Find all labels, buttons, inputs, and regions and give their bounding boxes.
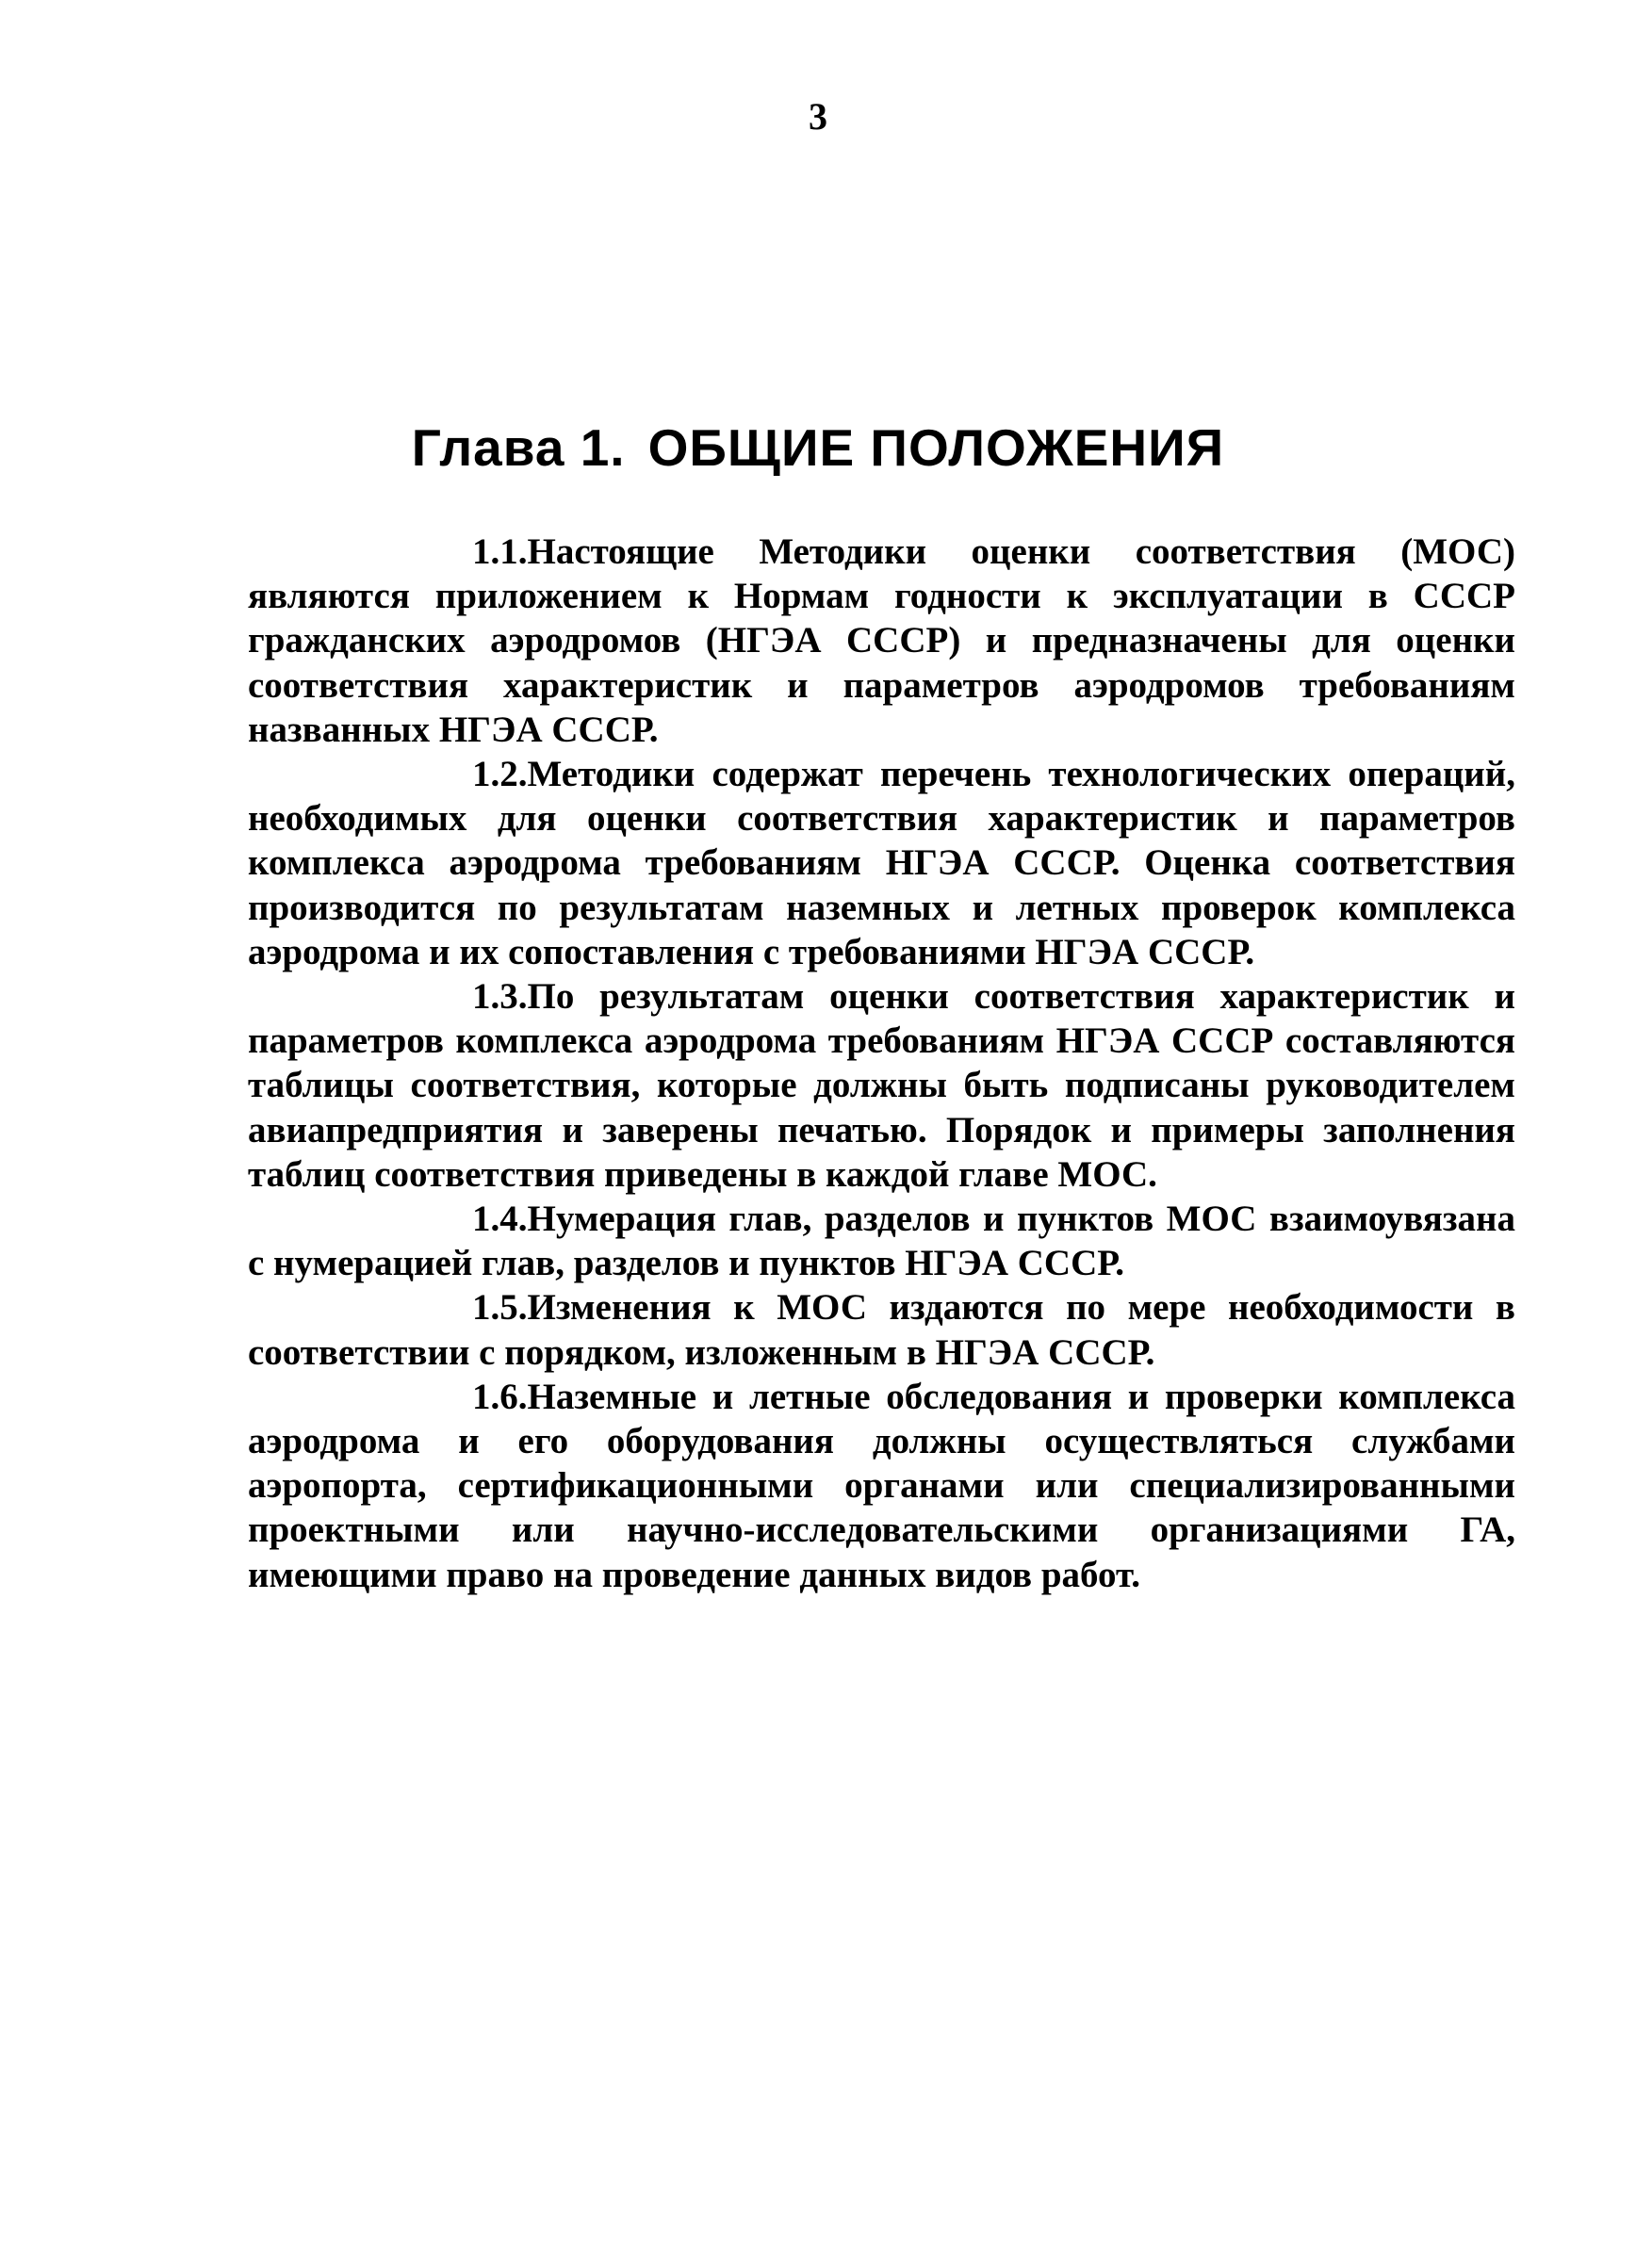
paragraph-1-4 — [248, 1197, 1515, 1285]
chapter-heading — [0, 419, 1636, 477]
paragraph-number: 1.3. — [472, 976, 528, 1018]
chapter-title: ОБЩИЕ ПОЛОЖЕНИЯ — [647, 418, 1225, 477]
paragraph-text: Наземные и летные обследования и проверки комплекса аэродрома и его оборудования должны осуществляться службами аэропорта, сертификационными органами или специализированными проектными или научно-исследовательскими организациями ГА, имеющими право на проведение данных видов работ. — [248, 1376, 1515, 1595]
page-number: 3 — [809, 95, 827, 138]
paragraph-1-1 — [248, 530, 1515, 752]
paragraph-1-3 — [248, 974, 1515, 1197]
paragraph-number: 1.2. — [472, 754, 528, 795]
paragraph-number: 1.1. — [472, 531, 528, 572]
paragraph-number: 1.5. — [472, 1287, 528, 1329]
paragraph-text: Методики содержат перечень технологических операций, необходимых для оценки соответствия характеристик и параметров комплекса аэродрома требованиям НГЭА СССР. Оценка соответствия производится по результатам наземных и летных проверок комплекса аэродрома и их сопоставления с требованиями НГЭА СССР. — [248, 754, 1515, 972]
paragraph-text: Изменения к МОС издаются по мере необходимости в соответствии с порядком, изложенным в НГЭА СССР. — [248, 1287, 1515, 1373]
paragraph-1-6 — [248, 1375, 1515, 1597]
chapter-label: Глава 1. — [411, 418, 626, 477]
paragraph-1-5 — [248, 1285, 1515, 1374]
document-body — [248, 530, 1515, 1597]
paragraph-text: Нумерация глав, разделов и пунктов МОС взаимоувязана с нумерацией глав, разделов и пунктов НГЭА СССР. — [248, 1199, 1515, 1284]
paragraph-text: Настоящие Методики оценки соответствия (МОС) являются приложением к Нормам годности к эксплуатации в СССР гражданских аэродромов (НГЭА СССР) и предназначены для оценки соответствия характеристик и параметров аэродромов требованиям названных НГЭА СССР. — [248, 531, 1515, 750]
paragraph-1-2 — [248, 752, 1515, 974]
paragraph-number: 1.6. — [472, 1376, 528, 1417]
paragraph-text: По результатам оценки соответствия характеристик и параметров комплекса аэродрома требованиям НГЭА СССР составляются таблицы соответствия, которые должны быть подписаны руководителем авиапредприятия и заверены печатью. Порядок и примеры заполнения таблиц соответствия приведены в каждой главе МОС. — [248, 976, 1515, 1195]
paragraph-number: 1.4. — [472, 1199, 528, 1240]
